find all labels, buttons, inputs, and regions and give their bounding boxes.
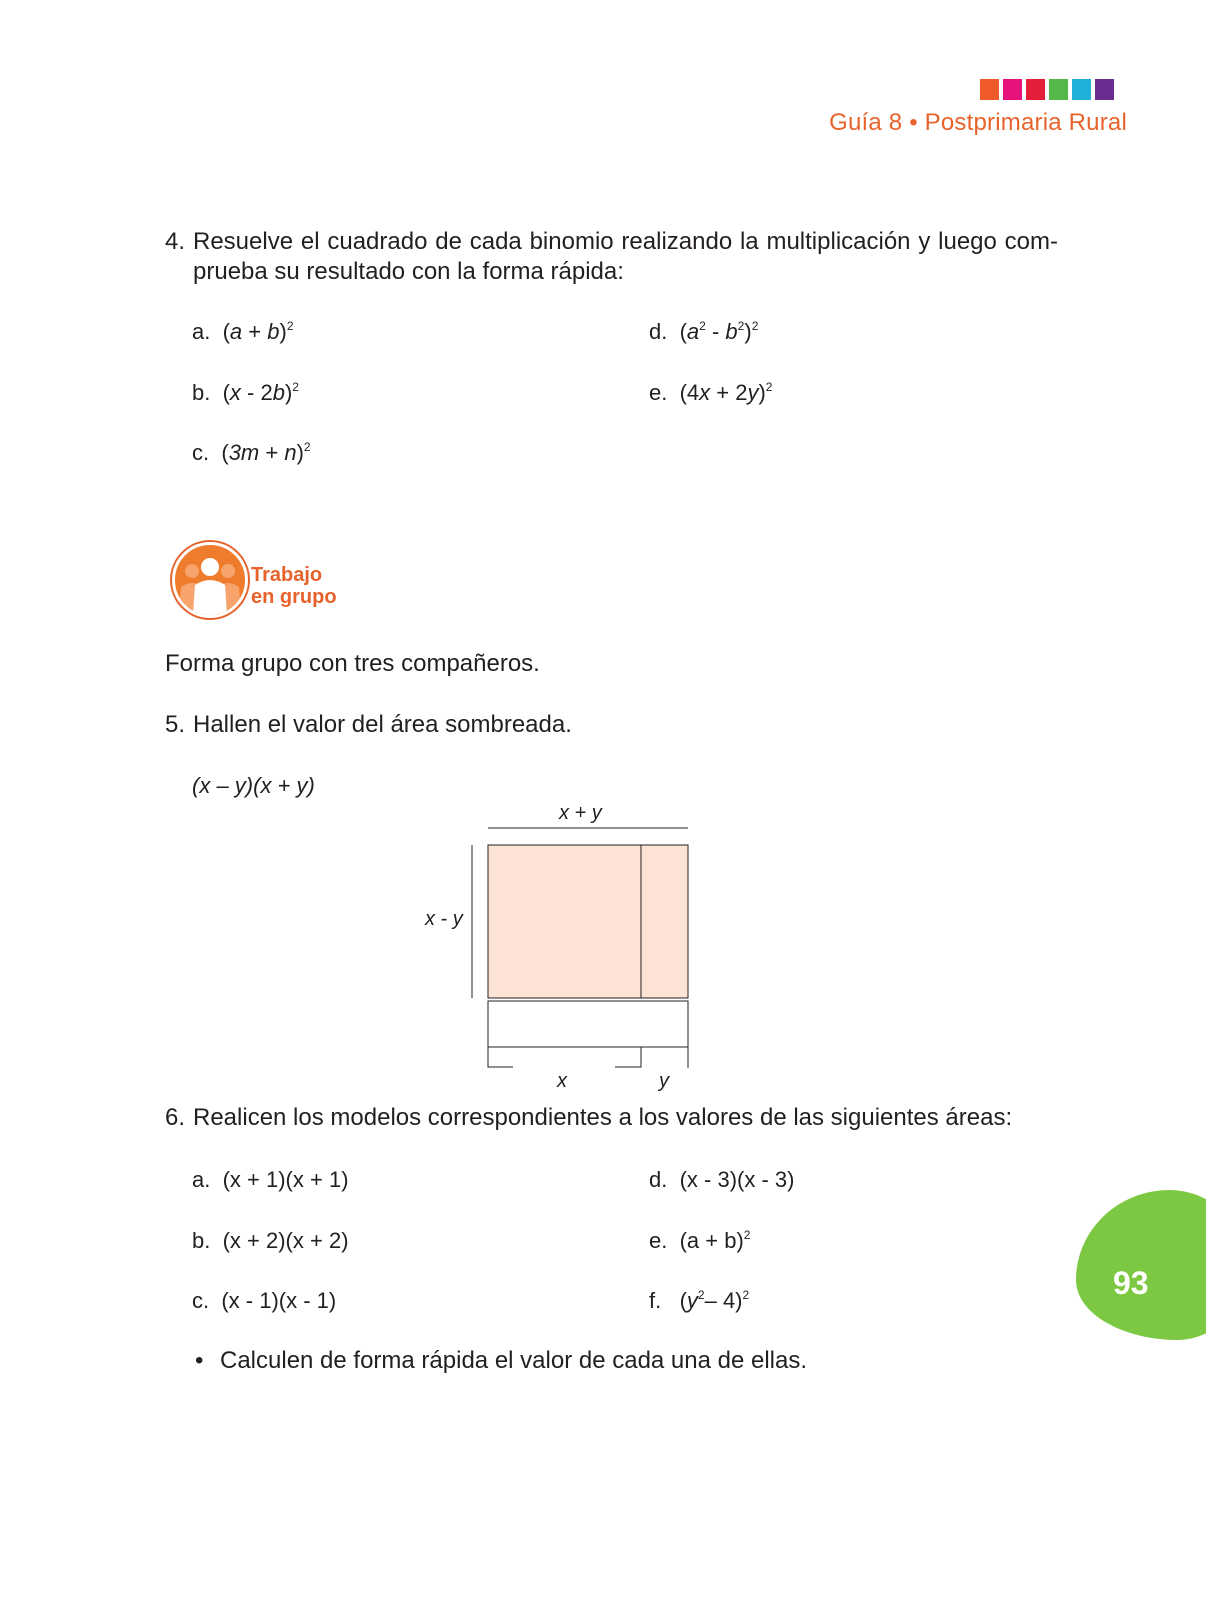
unshaded-area xyxy=(488,1001,688,1047)
page-number: 93 xyxy=(1113,1265,1149,1301)
exercise-6-text: Realicen los modelos correspondientes a los valores de las siguientes áreas: xyxy=(193,1104,1013,1131)
exercise-6-item-f: f. ($y^2-$ 4)$^2$ xyxy=(649,1288,750,1313)
bullet-text: Calculen de forma rápida el valor de cada una de ellas. xyxy=(220,1347,808,1374)
exercise-4-item-b: b. (x - 2b)$^2$ xyxy=(192,380,299,405)
exercise-4-number: 4. xyxy=(165,228,186,255)
exercise-5-number: 5. xyxy=(165,711,186,738)
figure-bottom-label-x: x xyxy=(557,1070,567,1092)
exercise-4-item-e: e. $(4x + 2y)^2$ xyxy=(649,380,773,405)
color-swatch xyxy=(1003,79,1022,100)
group-instruction: Forma grupo con tres compañeros. xyxy=(165,650,540,677)
exercise-4-item-d: d. $(a^2 - b^2)^2$ xyxy=(649,319,759,344)
area-figure-svg xyxy=(420,800,720,1100)
color-strip xyxy=(980,79,1118,100)
shaded-area xyxy=(488,845,688,998)
group-people-icon xyxy=(172,542,248,618)
bracket-x-left xyxy=(488,1047,513,1067)
exercise-6-item-d: d. (x - 3)(x - 3) xyxy=(649,1167,795,1192)
exercise-4-item-a: a. $(a + b)^2$ xyxy=(192,319,294,344)
exercise-5-text: Hallen el valor del área sombreada. xyxy=(193,711,572,738)
exercise-4-item-c: c. $(3m + n)^2$ xyxy=(192,440,311,465)
bracket-x-right xyxy=(615,1047,641,1067)
exercise-4-text-line2: prueba su resultado con la forma rápida: xyxy=(193,258,624,285)
badge-line1: Trabajo xyxy=(251,564,323,586)
header-title: Guía 8 • Postprimaria Rural xyxy=(829,109,1127,136)
color-swatch xyxy=(1095,79,1114,100)
color-swatch xyxy=(980,79,999,100)
exercise-6-item-c: c. (x - 1)(x - 1) xyxy=(192,1288,337,1313)
figure-left-label: x - y xyxy=(425,908,463,930)
figure-top-label: x + y xyxy=(559,802,602,824)
exercise-6-item-b: b. (x + 2)(x + 2) xyxy=(192,1228,349,1253)
figure-bottom-label-y: y xyxy=(659,1070,669,1092)
color-swatch xyxy=(1049,79,1068,100)
bullet-marker: • xyxy=(195,1347,204,1374)
group-work-badge-label xyxy=(251,564,337,608)
exercise-6-item-e: e. $(a + b)^2$ xyxy=(649,1228,751,1253)
color-swatch xyxy=(1072,79,1091,100)
color-swatch xyxy=(1026,79,1045,100)
exercise-5-expression: (x – y)(x + y) xyxy=(192,773,315,798)
exercise-6-number: 6. xyxy=(165,1104,186,1131)
group-people-icon-graphic xyxy=(175,545,245,615)
exercise-4-text-line1: Resuelve el cuadrado de cada binomio realizando la multiplicación y luego com- xyxy=(193,228,1058,255)
badge-line2: en grupo xyxy=(251,586,337,608)
exercise-6-item-a: a. (x + 1)(x + 1) xyxy=(192,1167,349,1192)
area-figure xyxy=(420,800,720,1100)
